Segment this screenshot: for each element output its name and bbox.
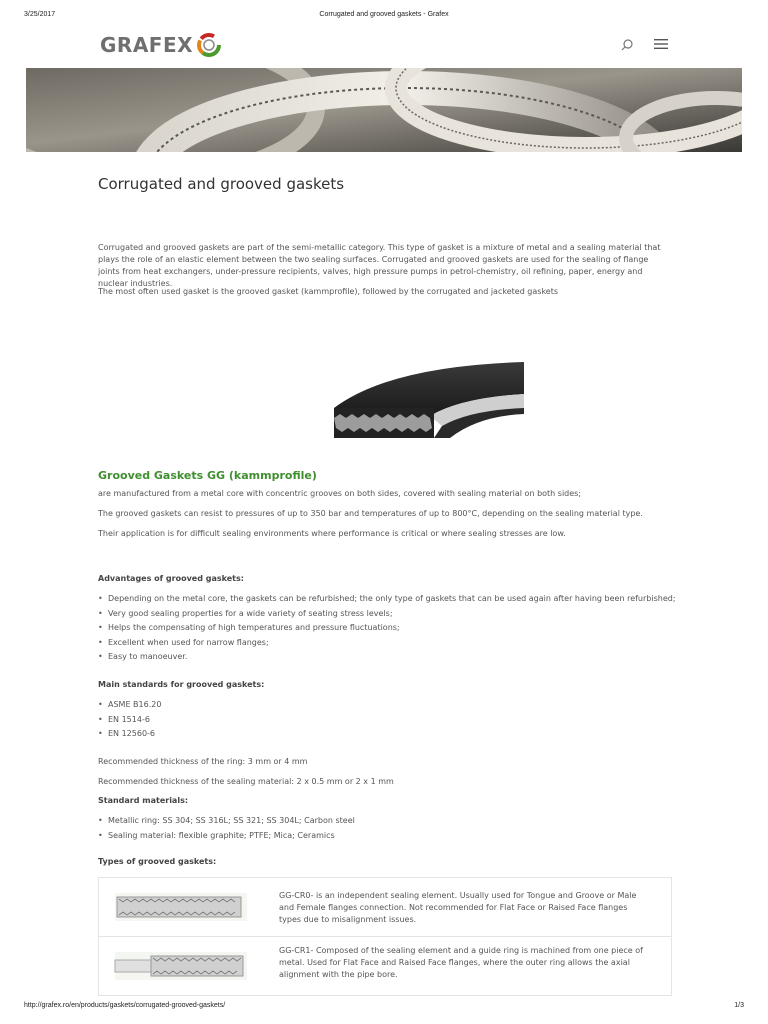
list-item: • Metallic ring: SS 304; SS 316L; SS 321; SS 304L; Carbon steel	[108, 814, 355, 829]
intro-paragraph-1: Corrugated and grooved gaskets are part of the semi-metallic category. This type of gasket is a mixture of metal and a sealing material that plays the role of an elastic element between the two sealing surfaces. Corrugated and grooved gaskets are used for the sealing of flange joints from heat exchangers, under-pressure recipients, valves, high pressure pumps in petrol-chemistry, oil refining, paper, energy and nuclear industries.	[98, 243, 661, 288]
print-date: 3/25/2017	[24, 11, 56, 18]
grooved-gaskets-heading: Grooved Gaskets GG (kammprofile)	[98, 469, 317, 482]
search-icon[interactable]	[620, 38, 634, 52]
print-url: http://grafex.ro/en/products/gaskets/corrugated-grooved-gaskets/	[24, 1002, 226, 1009]
list-item: • EN 12560-6	[108, 727, 161, 742]
table-row	[99, 878, 671, 937]
advantages-list	[98, 592, 676, 665]
print-page-number: 1/3	[734, 1002, 744, 1009]
advantages-heading: Advantages of grooved gaskets:	[98, 574, 244, 583]
gasket-types-table	[98, 877, 672, 996]
standards-list	[98, 698, 161, 742]
list-item: • Excellent when used for narrow flanges;	[108, 636, 676, 651]
list-item: • Sealing material: flexible graphite; PTFE; Mica; Ceramics	[108, 829, 355, 844]
ring-thickness-text: Recommended thickness of the ring: 3 mm or 4 mm	[98, 757, 308, 766]
list-item: • ASME B16.20	[108, 698, 161, 713]
gg-cr1-image	[113, 946, 249, 986]
site-logo[interactable]	[100, 32, 222, 58]
sealing-thickness-text: Recommended thickness of the sealing material: 2 x 0.5 mm or 2 x 1 mm	[98, 777, 394, 786]
hero-banner-image	[26, 68, 742, 152]
gg-cr0-description: GG-CR0- is an independent sealing element. Usually used for Tongue and Groove or Male and Female flanges connection. Not recommended for Flat Face or Raised Face flanges types due to misalignment issues.	[279, 891, 637, 924]
grooved-gasket-image	[330, 358, 526, 442]
logo-text: GRAFEX	[100, 33, 194, 57]
page-title: Corrugated and grooved gaskets	[98, 175, 345, 193]
table-row	[99, 937, 671, 996]
hamburger-menu-icon[interactable]	[654, 38, 668, 50]
grooved-paragraph-3: Their application is for difficult sealing environments where performance is critical or where sealing stresses are low.	[98, 529, 566, 538]
gg-cr1-description: GG-CR1- Composed of the sealing element and a guide ring is machined from one piece of metal. Used for Flat Face and Raised Face flanges, where the outer ring allows the axial alignment with the pipe bore.	[279, 946, 643, 979]
list-item: • Very good sealing properties for a wide variety of seating stress levels;	[108, 607, 676, 622]
print-title: Corrugated and grooved gaskets - Grafex	[319, 11, 449, 18]
standards-heading: Main standards for grooved gaskets:	[98, 680, 265, 689]
list-item: • Helps the compensating of high temperatures and pressure fluctuations;	[108, 621, 676, 636]
logo-ring-icon	[196, 32, 222, 58]
print-header	[0, 11, 768, 23]
list-item: • Depending on the metal core, the gaskets can be refurbished; the only type of gaskets that can be used again after having been refurbished;	[108, 592, 676, 607]
list-item: • Easy to manoeuver.	[108, 650, 676, 665]
materials-heading: Standard materials:	[98, 796, 189, 805]
materials-list	[98, 814, 355, 843]
list-item: • EN 1514-6	[108, 713, 161, 728]
grooved-paragraph-2: The grooved gaskets can resist to pressures of up to 350 bar and temperatures of up to 800°C, depending on the sealing material type.	[98, 509, 643, 518]
grooved-paragraph-1: are manufactured from a metal core with concentric grooves on both sides, covered with sealing material on both sides;	[98, 489, 582, 498]
intro-paragraph-2: The most often used gasket is the grooved gasket (kammprofile), followed by the corrugated and jacketed gaskets	[98, 287, 559, 296]
types-heading: Types of grooved gaskets:	[98, 857, 217, 866]
site-header	[26, 24, 742, 68]
gg-cr0-image	[113, 887, 249, 927]
